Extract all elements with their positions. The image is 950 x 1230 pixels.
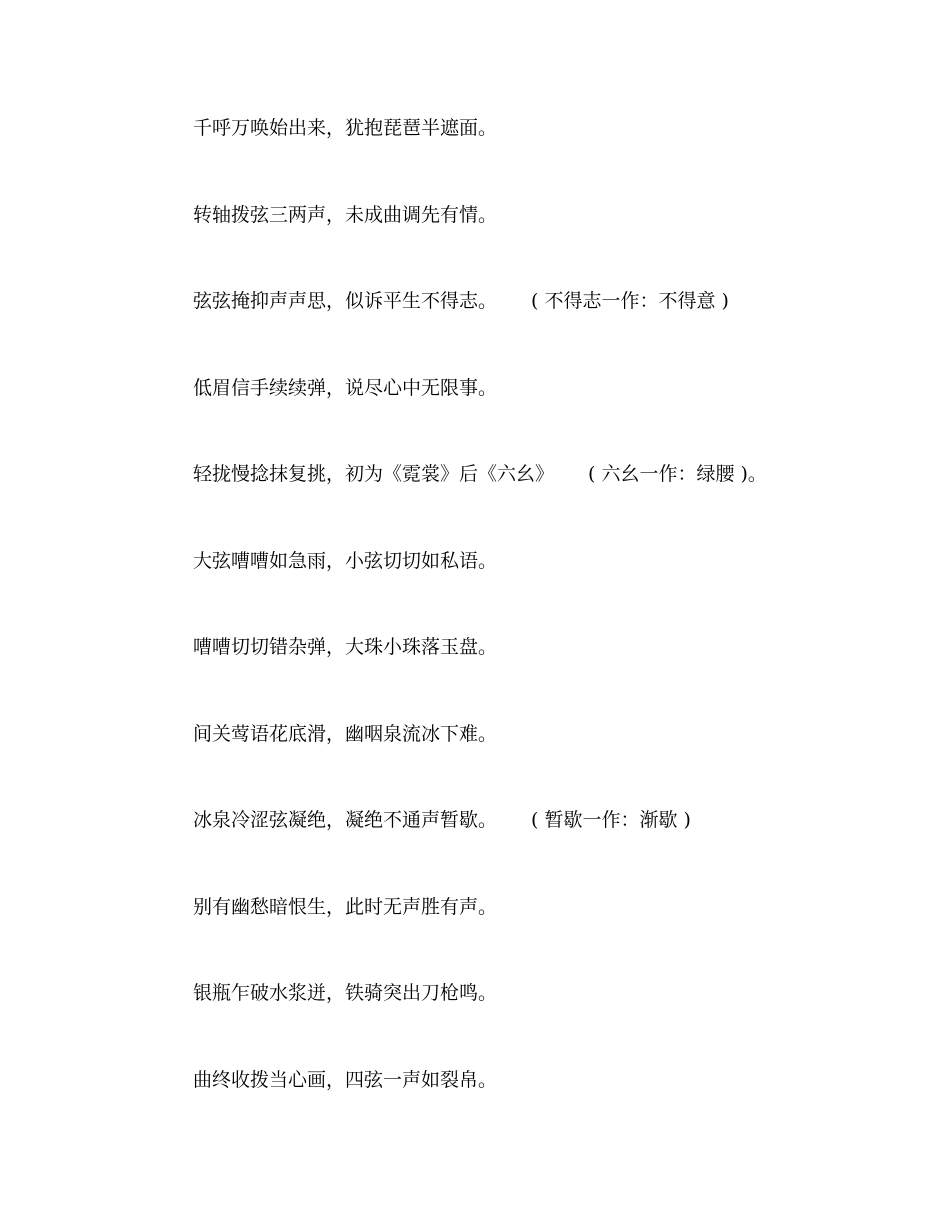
poem-line	[193, 979, 497, 1007]
poem-line	[193, 633, 497, 661]
verse-text: 银瓶乍破水浆迸，铁骑突出刀枪鸣。	[193, 982, 498, 1004]
verse-text: 弦弦掩抑声声思，似诉平生不得志。	[193, 290, 498, 312]
verse-text: 转轴拨弦三两声，未成曲调先有情。	[193, 204, 498, 226]
verse-text: 别有幽愁暗恨生，此时无声胜有声。	[193, 896, 498, 918]
poem-line	[193, 547, 497, 575]
verse-text: 千呼万唤始出来，犹抱琵琶半遮面。	[193, 117, 498, 139]
verse-text: 大弦嘈嘈如急雨，小弦切切如私语。	[193, 550, 498, 572]
poem-line	[193, 1066, 497, 1094]
poem-line	[193, 720, 497, 748]
poem-line	[193, 201, 497, 229]
variant-note: ( 不得志一作：不得意 )	[531, 290, 729, 312]
poem-line	[193, 287, 729, 315]
poem-line	[193, 893, 497, 921]
verse-text: 曲终收拨当心画，四弦一声如裂帛。	[193, 1069, 498, 1091]
poem-line	[193, 806, 691, 834]
poem-line	[193, 460, 767, 488]
verse-text: 嘈嘈切切错杂弹，大珠小珠落玉盘。	[193, 636, 498, 658]
poem-line	[193, 374, 497, 402]
verse-text: 冰泉冷涩弦凝绝，凝绝不通声暂歇。	[193, 809, 498, 831]
verse-text: 轻拢慢捻抹复挑，初为《霓裳》后《六幺》	[193, 463, 555, 485]
poem-line	[193, 114, 497, 142]
variant-note: ( 六幺一作：绿腰 )。	[588, 463, 767, 485]
verse-text: 低眉信手续续弹，说尽心中无限事。	[193, 377, 498, 399]
variant-note: ( 暂歇一作：渐歇 )	[531, 809, 691, 831]
verse-text: 间关莺语花底滑，幽咽泉流冰下难。	[193, 723, 498, 745]
